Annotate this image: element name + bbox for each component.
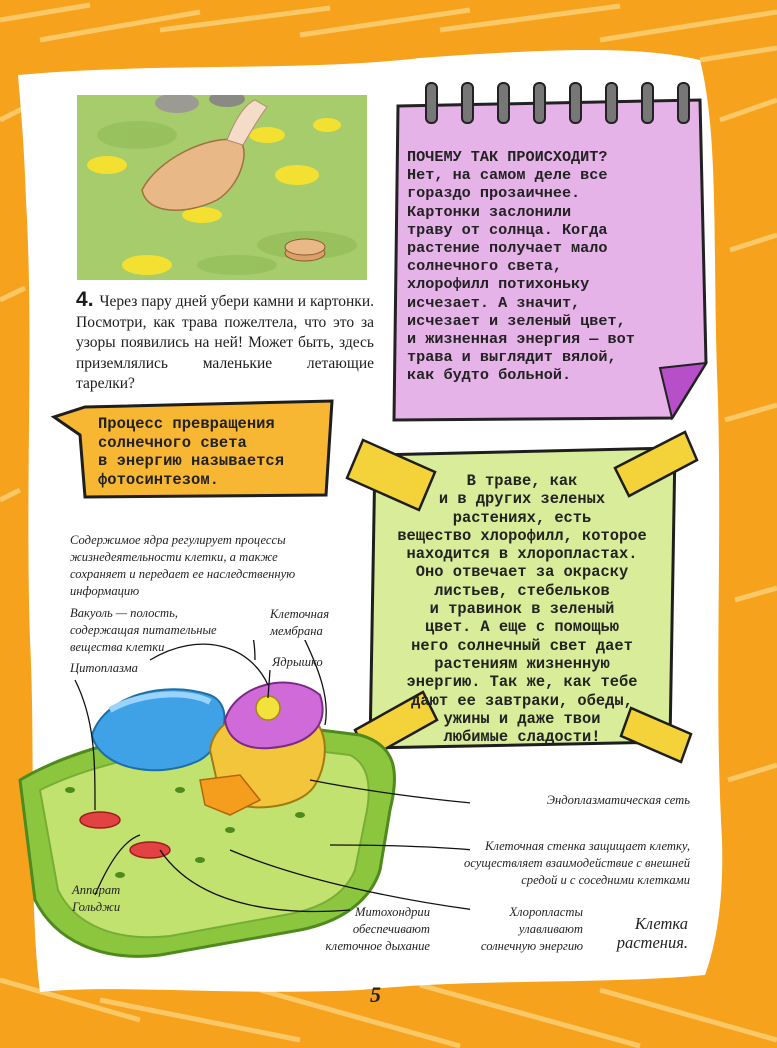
info-line: энергию. Так же, как тебе [406,673,638,692]
note-line: Нет, на самом деле все [407,166,608,185]
label-nucleolus: Ядрышко [272,655,323,669]
note-text [407,148,697,385]
note-line: гораздо прозаичнее. [407,184,581,203]
figure-title-line: Клетка [634,914,688,933]
label-mito [300,904,430,955]
note-line: исчезает. А значит, [407,293,581,312]
note-line: исчезает и зеленый цвет, [407,311,626,330]
label-line: средой и с соседними клетками [521,873,690,887]
note-line: и жизненная энергия — вот [407,330,635,349]
info-line: и в других зеленых [438,490,606,509]
label-line: Клеточная [270,607,330,621]
info-line: любимые сладости! [443,728,601,747]
label-line: осуществляет взаимодействие с внешней [463,856,690,870]
note-line: трава и выглядит вялой, [407,348,617,367]
label-chloro [458,904,583,955]
note-line: как будто больной. [407,366,572,385]
note-line: траву от солнца. Когда [407,220,608,239]
page-number: 5 [370,982,381,1007]
label-line: обеспечивают [352,922,430,936]
step-text: Через пару дней убери камни и картонки. Посмотри, как трава пожелтела, что это за узоры появились на ней! Может быть, здесь приземлялись маленькие летающие тарелки? [76,293,375,392]
info-line: вещество хлорофилл, которое [397,526,647,545]
figure-title-line: растения. [616,933,688,952]
info-line: цвет. А еще с помощью [425,618,619,637]
info-line: растениям жизненную [434,654,610,673]
step-number: 4 [76,288,88,311]
note-line: растение получает мало [407,239,608,258]
label-line: Хлоропласты [509,905,583,919]
label-line: вещества клетки [70,640,165,654]
label-line: солнечную энергию [480,939,583,953]
label-line: клеточное дыхание [325,939,430,953]
label-line: Содержимое ядра регулирует процессы [70,533,286,547]
info-line: и травинок в зеленый [429,600,615,619]
label-line: мембрана [270,624,323,638]
note-line: солнечного света, [407,257,562,276]
label-line: сохраняет и передает ее наследственную [70,567,296,581]
label-line: жизнедеятельности клетки, а также [70,550,278,564]
label-er: Эндоплазматическая сеть [546,793,690,807]
info-line: ужины и даже твои [443,709,601,728]
fact-line: в энергию называется [98,452,285,470]
label-line: улавливают [518,922,583,936]
label-line: Аппарат [72,883,121,897]
note-line: ПОЧЕМУ ТАК ПРОИСХОДИТ? [407,148,608,166]
label-nucleus [70,532,350,600]
fact-text [98,415,323,489]
step-paragraph: 4. Через пару дней убери камни и картонки. Посмотри, как трава пожелтела, что это за узоры появились на ней! Может быть, здесь приземлялись маленькие летающие тарелки? [76,288,375,392]
info-line: растениях, есть [452,508,592,527]
label-line: Митохондрии [354,905,430,919]
label-line: Вакуоль — полость, [70,606,178,620]
label-line: Клеточная стенка защищает клетку, [484,839,690,853]
info-line: находится в хлоропластах. [406,545,638,564]
label-golgi [72,882,120,916]
fact-line: солнечного света [98,433,247,452]
fact-line: фотосинтезом. [98,470,219,489]
grass-illustration [77,95,367,280]
info-line: листьев, стебельков [434,581,610,600]
info-line: В траве, как [466,472,578,490]
label-line: содержащая питательные [70,623,217,637]
info-line: дают ее завтраки, обеды, [411,691,633,710]
label-membrane [270,606,370,640]
label-line: информацию [70,584,140,598]
label-wall [380,838,690,889]
label-vacuole [70,605,270,656]
info-line: него солнечный свет дает [411,636,633,655]
fact-line: Процесс превращения [98,415,275,433]
note-line: хлорофилл потихоньку [407,275,590,294]
label-line: Гольджи [72,900,121,914]
info-line: Оно отвечает за окраску [415,563,629,582]
label-cytoplasm: Цитоплазма [70,661,138,675]
figure-title [590,914,688,952]
note-line: Картонки заслонили [407,202,572,221]
